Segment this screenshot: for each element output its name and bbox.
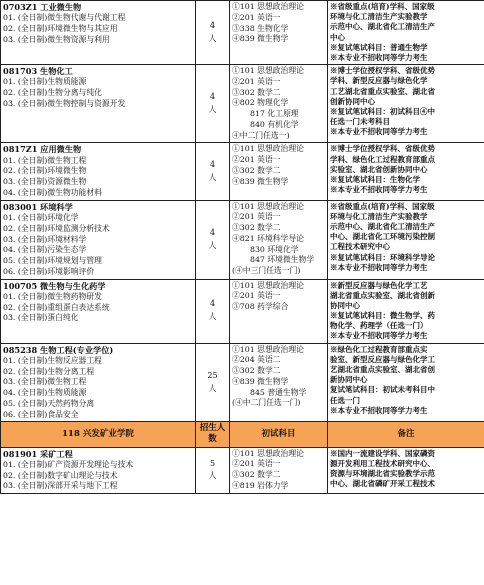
program-title: 0817Z1 应用微生物 <box>3 144 82 155</box>
program-title: 081901 采矿工程 <box>3 448 73 459</box>
remark-line: ※绿色化工过程教育部重点实 <box>330 344 428 354</box>
enrollment-count-cell <box>196 447 230 494</box>
direction-item: 03. (全日制)深部开采与地下工程 <box>3 481 118 491</box>
enrollment-unit: 人 <box>208 471 217 481</box>
exam-subject: 840 有机化学 <box>250 119 299 129</box>
direction-item: 02. (全日制)生物分离工程 <box>3 366 95 376</box>
remark-line: 任选一门 <box>330 395 360 405</box>
exam-subject: ②204 英语二 <box>232 355 281 365</box>
remark-line: 艺湖北省重点实验室、湖北省创 <box>330 365 435 374</box>
enrollment-count-cell <box>196 143 230 200</box>
remark-line: 工艺湖北省重点实验室、湖北省 <box>330 86 435 96</box>
exam-subject: ③302 数学二 <box>232 223 281 233</box>
direction-item: 04. (全日制)生物质能源 <box>3 388 87 398</box>
remark-line: ※本专业不招收同等学力考生 <box>330 185 428 195</box>
exam-subject: ④839 微生物学 <box>232 176 289 186</box>
exam-subject: ②201 英语一 <box>232 155 281 165</box>
program-title: 081703 生物化工 <box>3 66 73 77</box>
remark-line: ※本专业不招收同等学力考生 <box>330 405 428 415</box>
program-row <box>1 143 484 200</box>
remark-line: 物化学、药理学（任选一门） <box>330 321 428 331</box>
remark-line: 环境与化工清洁生产实验教学 <box>330 12 428 22</box>
remarks-cell <box>328 200 484 279</box>
enrollment-count: 4 <box>209 299 216 309</box>
enrollment-count: 4 <box>209 20 216 30</box>
exam-subject: ①101 思想政治理论 <box>232 2 304 11</box>
program-directions-cell <box>1 200 196 279</box>
direction-item: 02. (全日制)环境微生物 <box>3 166 87 176</box>
exam-subject: ②201 英语一 <box>232 12 281 22</box>
exam-subject: 817 化工原理 <box>250 109 299 119</box>
exam-subjects-cell <box>230 447 328 494</box>
program-directions-cell <box>1 143 196 200</box>
remark-line: 实验室、湖北省创新协同中心 <box>330 164 428 174</box>
exam-subject: ①101 思想政治理论 <box>232 448 304 458</box>
direction-item: 01. (全日制)生物反应器工程 <box>3 355 102 365</box>
direction-item: 02. (全日制)环境微生物与其应用 <box>3 24 118 34</box>
exam-subject: ④839 微生物学 <box>232 34 289 44</box>
exam-subjects-cell <box>230 279 328 343</box>
direction-item: 03. (全日制)环境材料学 <box>3 234 87 244</box>
direction-item: 01. (全日制)微生物药物研发 <box>3 291 102 301</box>
direction-item: 06. (全日制)食品安全 <box>3 409 79 419</box>
enrollment-unit: 人 <box>208 172 217 182</box>
exam-subject: ①101 思想政治理论 <box>232 344 304 354</box>
program-title: 085238 生物工程(专业学位) <box>3 344 114 355</box>
college-name: 118 兴发矿业学院 <box>1 422 196 447</box>
remark-line: ※复试笔试科目：环境科学导论 <box>330 252 435 262</box>
enrollment-unit: 人 <box>208 312 217 322</box>
remark-line: ※本专业不招收同等学力考生 <box>330 127 428 137</box>
exam-subject: (④中二门任选一门) <box>232 398 301 408</box>
exam-subject: ②201 英语一 <box>232 459 281 469</box>
exam-subject: 845 普通生物学 <box>250 387 307 397</box>
enrollment-count: 4 <box>209 159 216 169</box>
remark-line: 协同中心 <box>330 300 360 310</box>
enrollment-unit: 人 <box>208 33 217 43</box>
exam-subject: ④802 物理化学 <box>232 98 289 108</box>
program-row <box>1 343 484 422</box>
header-exam-label: 初试科目 <box>230 422 328 447</box>
exam-subject: ②201 英语一 <box>232 76 281 86</box>
remarks-cell <box>328 447 484 494</box>
exam-subject: ④中二门任选一) <box>232 130 290 140</box>
remark-line: 环境与化工清洁生产实验教学 <box>330 211 428 221</box>
enrollment-count-cell <box>196 65 230 143</box>
exam-subject: ②201 英语一 <box>232 212 281 222</box>
enrollment-count-cell <box>196 200 230 279</box>
direction-item: 01. (全日制)微生物工程 <box>3 155 87 165</box>
exam-subject: 830 环境化学 <box>250 244 299 254</box>
exam-subject: ③338 生物化学 <box>232 23 289 33</box>
remark-line: 资源与环境湖北省实验教学示范 <box>330 468 435 478</box>
enrollment-unit: 人 <box>208 383 217 393</box>
enrollment-count: 4 <box>209 227 216 237</box>
exam-subject: ④819 岩体力学 <box>232 480 289 490</box>
remark-line: ※复试笔试科目：普通生物学 <box>330 42 428 52</box>
remark-line: ※博士学位授权学科、省级优势 <box>330 66 435 76</box>
direction-item: 02. (全日制)环境监测分析技术 <box>3 223 110 233</box>
remark-line: ※博士学位授权学科、省级优势 <box>330 144 435 154</box>
exam-subject: ②201 英语一 <box>232 291 281 301</box>
remark-line: ※新型反应器与绿色化学工艺 <box>330 280 428 290</box>
program-row <box>1 200 484 279</box>
remark-line: ※本专业不招收同等学力考生 <box>330 262 428 272</box>
remark-line: 工程技术研究中心 <box>330 242 390 252</box>
direction-item: 03. (全日制)蛋白纯化 <box>3 313 79 323</box>
direction-item: 03. (全日制)微生物工程 <box>3 377 87 387</box>
direction-item: 01. (全日制)生物质能源 <box>3 77 87 87</box>
enrollment-count: 4 <box>209 91 216 101</box>
remark-line: 复试笔试科目：初试未考科目中 <box>330 385 435 395</box>
enrollment-unit: 人 <box>208 240 217 250</box>
remarks-cell <box>328 65 484 143</box>
remark-line: 学科、新型反应器与绿色化学 <box>330 76 428 86</box>
enrollment-count-cell <box>196 279 230 343</box>
exam-subject: ③302 数学二 <box>232 165 281 175</box>
program-directions-cell <box>1 343 196 422</box>
exam-subject: ①101 思想政治理论 <box>232 66 304 76</box>
enrollment-count: 25 <box>207 370 218 380</box>
header-notes-label: 备注 <box>328 422 484 447</box>
direction-item: 06. (全日制)环境影响评价 <box>3 266 95 276</box>
direction-item: 02. (全日制)重组蛋白表达系统 <box>3 302 110 312</box>
program-directions-cell <box>1 1 196 65</box>
remark-line: 湖北省重点实验室、湖北省创新 <box>330 290 435 300</box>
remark-line: ※复试笔试科目：微生物学、药 <box>330 311 435 321</box>
header-count-label: 招生人数 <box>196 422 230 447</box>
exam-subject: 847 环境微生物学 <box>250 255 315 265</box>
program-directions-cell <box>1 447 196 494</box>
exam-subject: ①101 思想政治理论 <box>232 201 304 211</box>
exam-subject: ①101 思想政治理论 <box>232 144 304 154</box>
remark-line: ※复试笔试科目：生物化学 <box>330 174 420 184</box>
direction-item: 01. (全日制)矿产资源开发理论与技术 <box>3 459 134 469</box>
exam-subjects-cell <box>230 343 328 422</box>
enrollment-count: 5 <box>209 458 216 468</box>
direction-item: 05. (全日制)天然药物分离 <box>3 398 95 408</box>
program-row <box>1 65 484 143</box>
direction-item: 04. (全日制)污染生态学 <box>3 245 87 255</box>
remark-line: ※本专业不招收同等学力考生 <box>330 331 428 341</box>
remarks-cell <box>328 343 484 422</box>
enrollment-count-cell <box>196 343 230 422</box>
college-header-row <box>1 422 484 447</box>
remarks-cell <box>328 1 484 65</box>
direction-item: 02. (全日制)生物分离与纯化 <box>3 88 102 98</box>
exam-subject: (④中三门任选一门) <box>232 266 301 276</box>
direction-item: 01. (全日制)微生物代谢与代谢工程 <box>3 13 126 23</box>
direction-item: 04. (全日制)微生物功能材料 <box>3 187 102 197</box>
remarks-cell <box>328 143 484 200</box>
direction-item: 03. (全日制)微生物控制与资源开发 <box>3 98 126 108</box>
remark-line: 中心、湖北省化工环境污染控制 <box>330 232 435 242</box>
remark-line: ※复试笔试科目：初试科目④中 <box>330 106 435 116</box>
program-row <box>1 1 484 65</box>
exam-subjects-cell <box>230 200 328 279</box>
program-row <box>1 447 484 494</box>
exam-subjects-cell <box>230 65 328 143</box>
exam-subject: ③302 数学二 <box>232 87 281 97</box>
exam-subject: ③708 药学综合 <box>232 302 289 311</box>
program-row <box>1 279 484 343</box>
exam-subject: ④821 环境科学导论 <box>232 233 304 243</box>
remark-line: 中心 <box>330 32 345 42</box>
remark-line: ※本专业不招收同等学力考生 <box>330 52 428 62</box>
exam-subject: ③302 数学二 <box>232 366 281 376</box>
direction-item: 05. (全日制)环境规划与管理 <box>3 256 102 265</box>
direction-item: 01. (全日制)环境化学 <box>3 213 79 222</box>
program-title: 100705 微生物与生化药学 <box>3 280 106 291</box>
program-title: 0703Z1 工业微生物 <box>3 2 82 12</box>
remark-line: 中心、湖北省磷矿开采工程技术 <box>330 479 435 489</box>
remark-line: 示范中心、湖北省化工清洁生产 <box>330 22 435 32</box>
exam-subject: ①101 思想政治理论 <box>232 280 304 290</box>
direction-item: 02. (全日制)数字矿山理论与技术 <box>3 470 118 480</box>
exam-subjects-cell <box>230 1 328 65</box>
exam-subjects-cell <box>230 143 328 200</box>
enrollment-count-cell <box>196 1 230 65</box>
remark-line: 学科、绿色化工过程教育部重点 <box>330 154 435 164</box>
remarks-cell <box>328 279 484 343</box>
remark-line: 源开发利用工程技术研究中心、 <box>330 458 435 468</box>
remark-line: 新协同中心 <box>330 375 368 385</box>
remark-line: ※省级重点(培育)学科、国家级 <box>330 201 435 211</box>
remark-line: 任选一门未考科目 <box>330 117 390 127</box>
program-directions-cell <box>1 65 196 143</box>
direction-item: 03. (全日制)资源微生物 <box>3 177 87 187</box>
remark-line: 创新协同中心 <box>330 96 375 106</box>
program-directions-cell <box>1 279 196 343</box>
exam-subject: ④839 微生物学 <box>232 376 289 386</box>
enrollment-unit: 人 <box>208 104 217 114</box>
catalog-body <box>1 1 484 494</box>
direction-item: 03. (全日制)微生物资源与利用 <box>3 34 110 44</box>
program-title: 083001 环境科学 <box>3 201 73 212</box>
exam-subject: ③302 数学二 <box>232 470 281 480</box>
remark-line: 示范中心、湖北省化工清洁生产 <box>330 222 435 232</box>
remark-line: ※国内一流建设学科、国家磷资 <box>330 448 435 458</box>
remark-line: ※省级重点(培育)学科、国家级 <box>330 2 435 11</box>
remark-line: 验室、新型反应器与绿色化学工 <box>330 354 435 364</box>
